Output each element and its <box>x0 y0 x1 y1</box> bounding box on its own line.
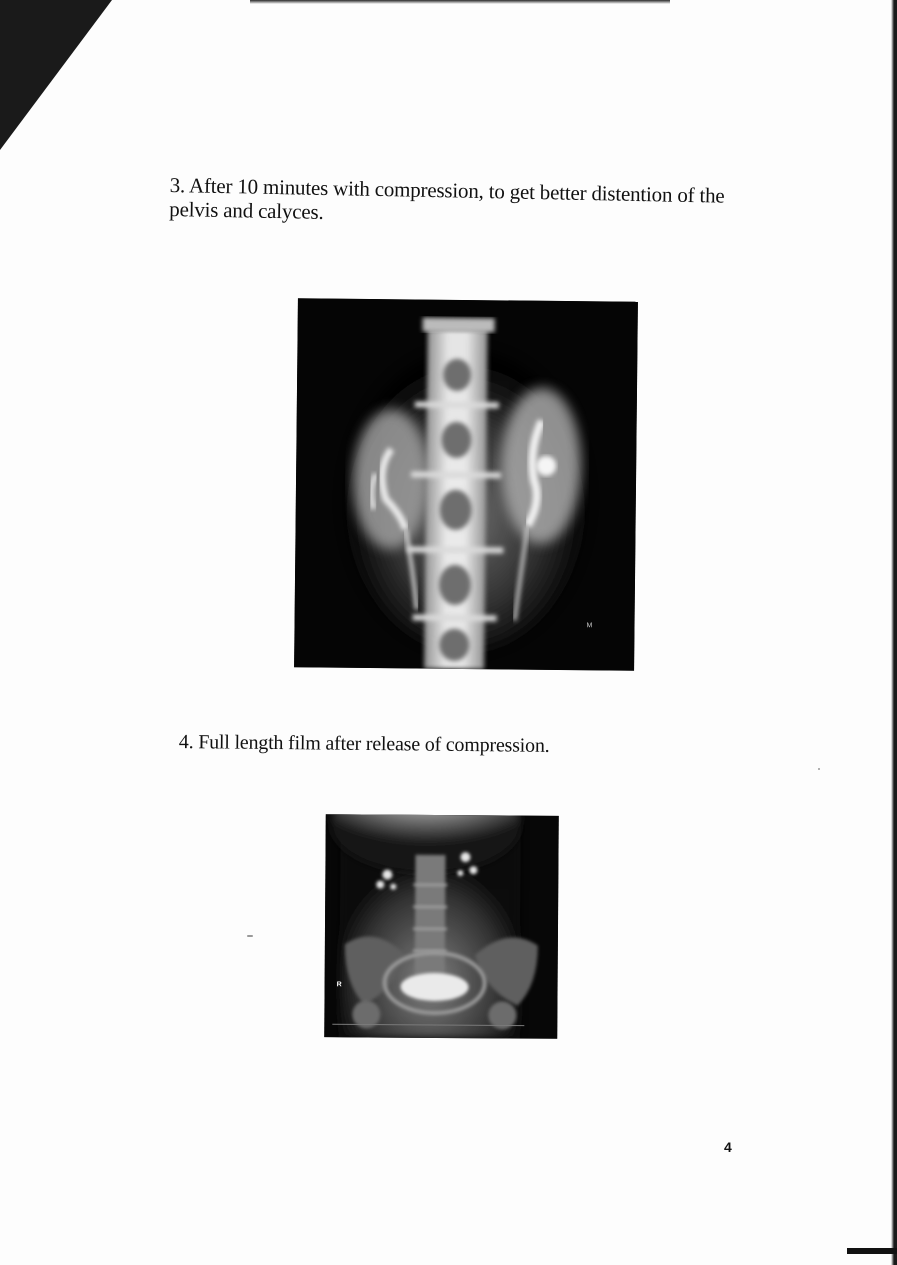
scan-right-edge <box>891 0 897 1265</box>
page-number: 4 <box>724 1139 732 1155</box>
caption-step-4: 4. Full length film after release of compression. <box>178 730 550 757</box>
xray-compression-graphic <box>294 298 638 671</box>
scan-corner-shadow <box>0 0 112 150</box>
scan-top-edge <box>250 0 670 4</box>
xray-compression-image <box>294 298 638 671</box>
xray-side-marker: R <box>336 981 342 989</box>
scan-speck <box>247 935 253 937</box>
xray-full-length-graphic <box>324 814 559 1039</box>
scan-speck <box>818 768 820 770</box>
xray-full-length-image <box>324 814 559 1039</box>
scan-bottom-mark <box>847 1248 897 1254</box>
caption-step-3: 3. After 10 minutes with compression, to get better distention of the pelvis and calyces. <box>169 173 725 224</box>
svg-text:M: M <box>586 622 593 630</box>
